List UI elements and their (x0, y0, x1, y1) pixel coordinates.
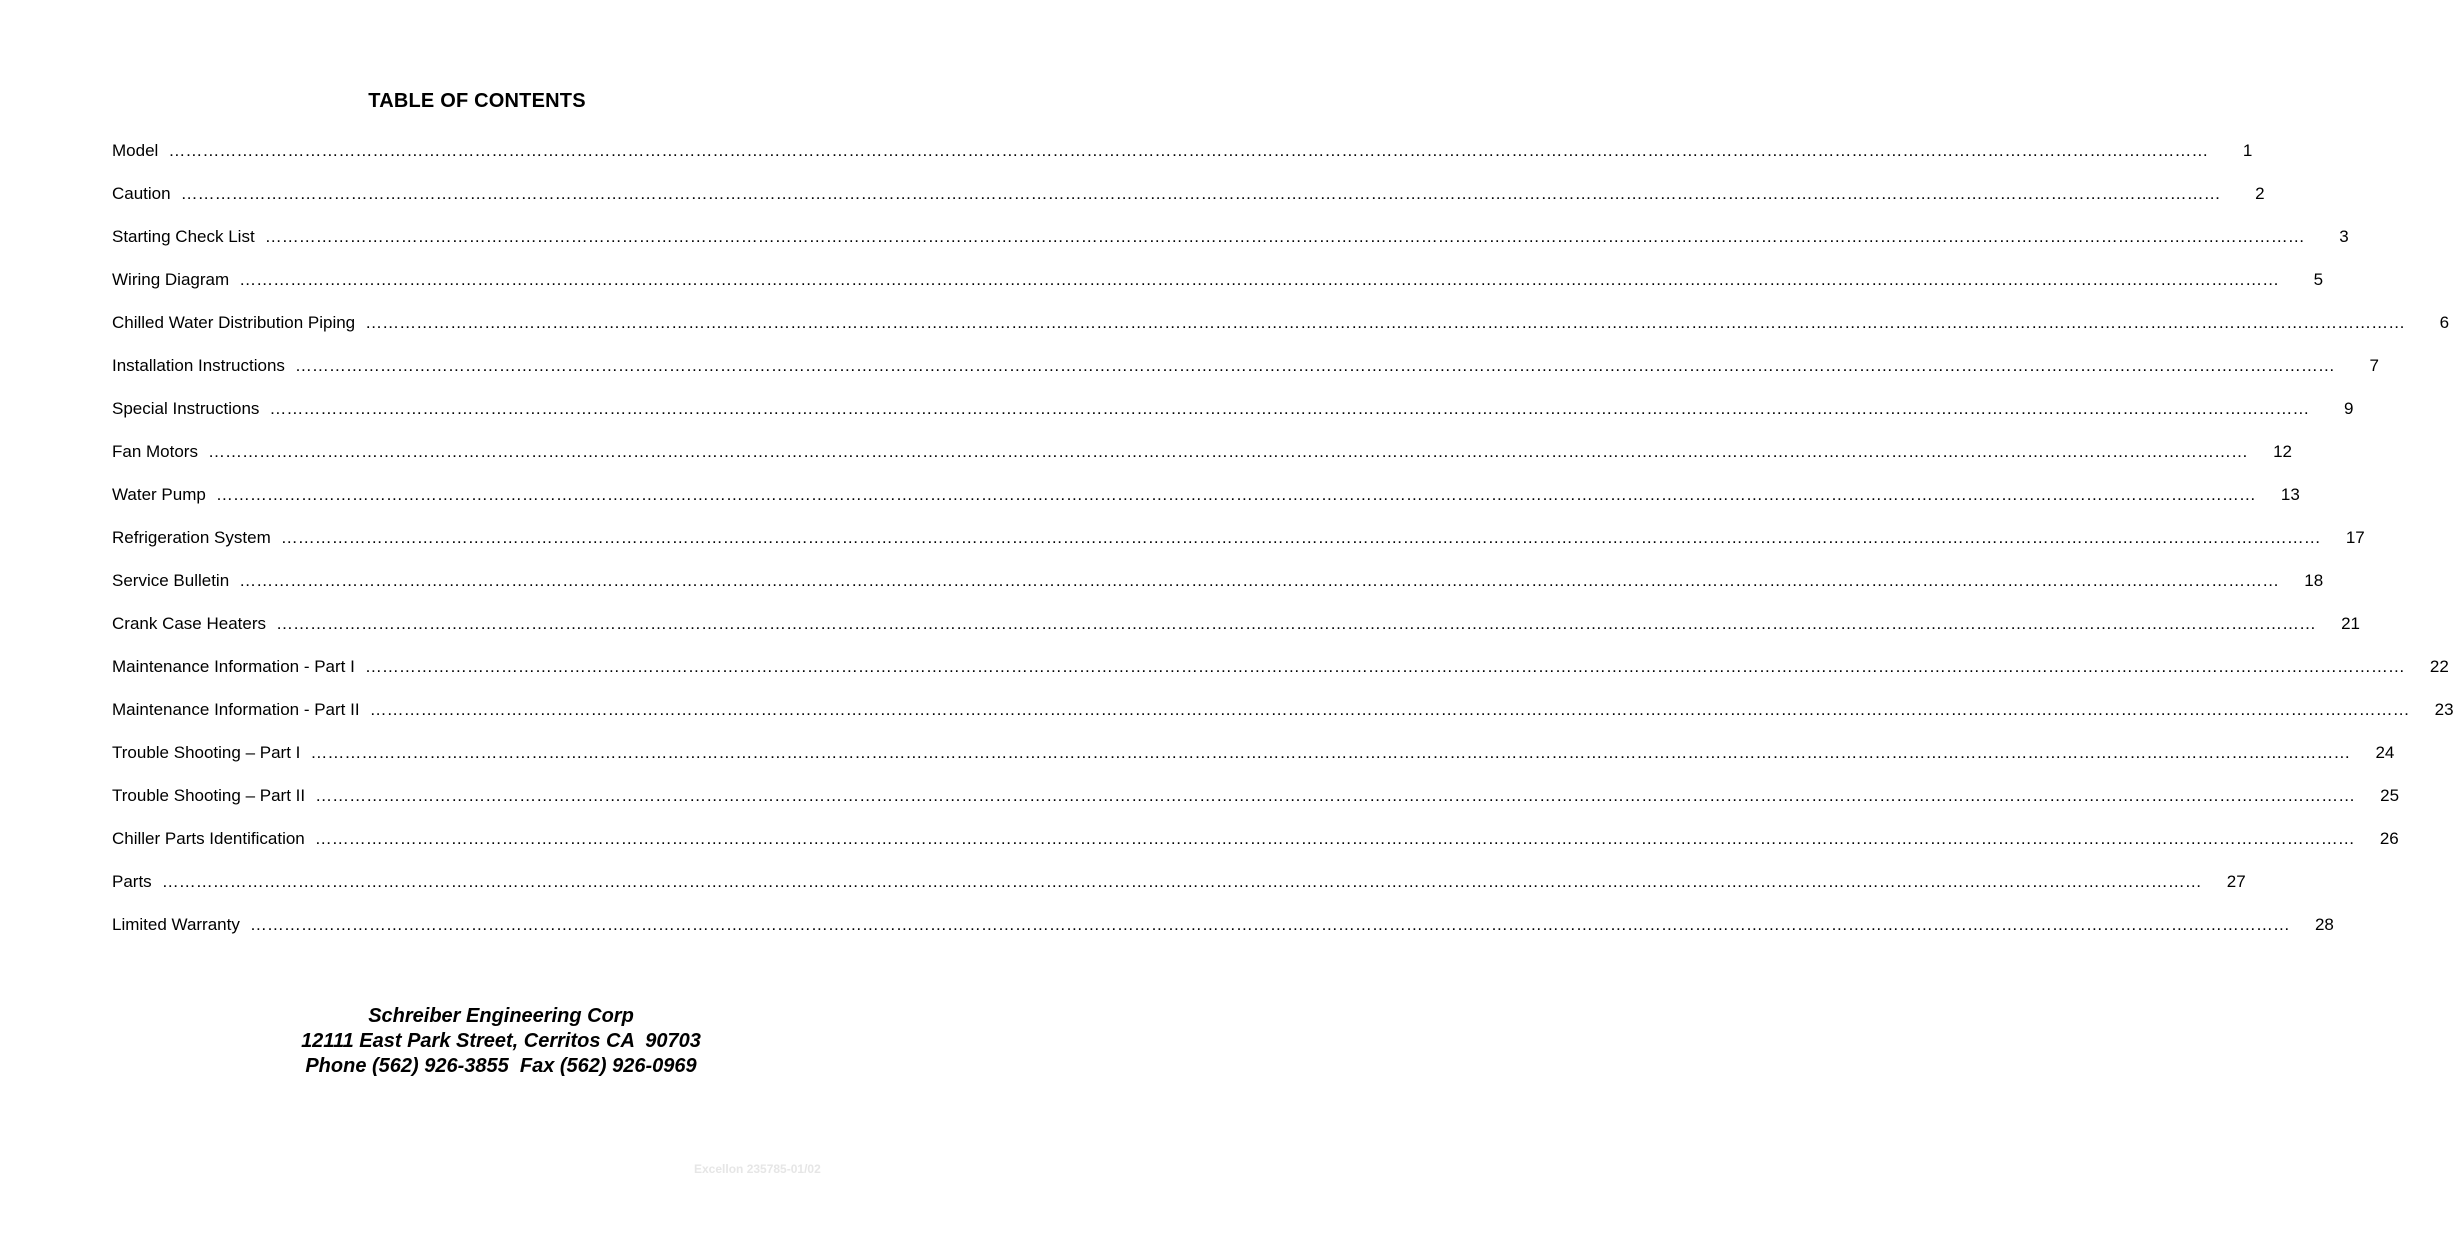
toc-entry-label: Maintenance Information - Part I (112, 657, 355, 676)
toc-entry-page: 1 (2242, 141, 2253, 160)
toc-entry (112, 784, 2400, 827)
toc-leader-dots: ……………………………………………………………………………………………………………………………………………………………………………………………………………………………………………………………………………………………………………………………… (264, 227, 2305, 246)
toc-entry-label: Special Instructions (112, 399, 260, 418)
toc-entry (112, 698, 2454, 741)
toc-entry-page: 7 (2369, 356, 2379, 375)
toc-entry (112, 397, 2354, 440)
toc-entry (112, 655, 2449, 698)
toc-entry (112, 225, 2349, 268)
toc-entry-label: Model (112, 141, 159, 160)
toc-entry-page: 18 (2304, 571, 2324, 590)
toc-entry (112, 827, 2399, 870)
toc-entry-page: 9 (2343, 399, 2354, 418)
toc-entry-label: Caution (112, 184, 171, 203)
company-contact-block (0, 1004, 1002, 1079)
toc-entry-page: 12 (2273, 442, 2292, 461)
company-phone-fax: Phone (562) 926-3855 Fax (562) 926-0969 (305, 1055, 697, 1077)
toc-entry-label: Chilled Water Distribution Piping (112, 313, 356, 332)
toc-leader-dots: ……………………………………………………………………………………………………………………………………………………………………………………………………………………………………………………………………………………………………………………………… (369, 700, 2410, 719)
toc-entry-label: Refrigeration System (112, 528, 271, 547)
table-of-contents (112, 139, 2454, 956)
company-name: Schreiber Engineering Corp (368, 1005, 634, 1027)
toc-entry-page: 6 (2439, 313, 2450, 332)
company-address: 12111 East Park Street, Cerritos CA 90703 (301, 1030, 701, 1052)
toc-entry-label: Limited Warranty (112, 915, 240, 934)
toc-entry-page: 17 (2345, 528, 2365, 547)
toc-leader-dots: ……………………………………………………………………………………………………………………………………………………………………………………………………………………………………………………………………………………………………………………………… (180, 184, 2221, 203)
toc-leader-dots: ……………………………………………………………………………………………………………………………………………………………………………………………………………………………………………………………………………………………………………………………… (207, 442, 2248, 461)
page-title: TABLE OF CONTENTS (368, 90, 586, 112)
toc-entry (112, 741, 2395, 784)
toc-leader-dots: ……………………………………………………………………………………………………………………………………………………………………………………………………………………………………………………………………………………………………………………………… (276, 614, 2317, 633)
toc-entry (112, 913, 2334, 956)
toc-entry (112, 311, 2450, 354)
toc-entry-page: 28 (2314, 915, 2334, 934)
toc-leader-dots: ……………………………………………………………………………………………………………………………………………………………………………………………………………………………………………………………………………………………………………………………… (280, 528, 2321, 547)
toc-entry-label: Chiller Parts Identification (112, 829, 305, 848)
toc-leader-dots: ……………………………………………………………………………………………………………………………………………………………………………………………………………………………………………………………………………………………………………………………… (269, 399, 2310, 418)
toc-entry (112, 139, 2253, 182)
toc-entry-page: 3 (2339, 227, 2349, 246)
toc-entry-label: Parts (112, 872, 152, 891)
toc-leader-dots: ……………………………………………………………………………………………………………………………………………………………………………………………………………………………………………………………………………………………………………………………… (310, 743, 2351, 762)
toc-leader-dots: ……………………………………………………………………………………………………………………………………………………………………………………………………………………………………………………………………………………………………………………………… (161, 872, 2202, 891)
toc-entry-page: 22 (2429, 657, 2449, 676)
toc-entry-page: 13 (2280, 485, 2300, 504)
toc-entry (112, 440, 2292, 483)
toc-leader-dots: ……………………………………………………………………………………………………………………………………………………………………………………………………………………………………………………………………………………………………………………………… (239, 270, 2280, 289)
toc-entry-label: Fan Motors (112, 442, 198, 461)
toc-entry-page: 21 (2341, 614, 2361, 633)
toc-entry-label: Water Pump (112, 485, 206, 504)
toc-entry-label: Maintenance Information - Part II (112, 700, 360, 719)
toc-entry (112, 483, 2300, 526)
toc-leader-dots: ……………………………………………………………………………………………………………………………………………………………………………………………………………………………………………………………………………………………………………………………… (249, 915, 2290, 934)
toc-leader-dots: ……………………………………………………………………………………………………………………………………………………………………………………………………………………………………………………………………………………………………………………………… (315, 786, 2356, 805)
toc-entry-label: Wiring Diagram (112, 270, 230, 289)
toc-entry (112, 569, 2324, 612)
toc-entry-page: 25 (2380, 786, 2400, 805)
toc-leader-dots: ……………………………………………………………………………………………………………………………………………………………………………………………………………………………………………………………………………………………………………………………… (294, 356, 2335, 375)
toc-entry (112, 354, 2379, 397)
toc-entry-label: Installation Instructions (112, 356, 285, 375)
toc-entry-page: 24 (2375, 743, 2395, 762)
toc-leader-dots: ……………………………………………………………………………………………………………………………………………………………………………………………………………………………………………………………………………………………………………………………… (215, 485, 2256, 504)
toc-leader-dots: ……………………………………………………………………………………………………………………………………………………………………………………………………………………………………………………………………………………………………………………………… (364, 657, 2405, 676)
document-code: Excellon 235785-01/02 (694, 1162, 821, 1176)
toc-leader-dots: ……………………………………………………………………………………………………………………………………………………………………………………………………………………………………………………………………………………………………………………………… (168, 141, 2209, 160)
toc-leader-dots: ……………………………………………………………………………………………………………………………………………………………………………………………………………………………………………………………………………………………………………………………… (365, 313, 2406, 332)
toc-entry (112, 870, 2246, 913)
toc-entry-label: Trouble Shooting – Part II (112, 786, 306, 805)
toc-entry-label: Trouble Shooting – Part I (112, 743, 301, 762)
toc-entry-label: Crank Case Heaters (112, 614, 267, 633)
toc-entry-page: 2 (2255, 184, 2265, 203)
toc-entry (112, 268, 2324, 311)
toc-leader-dots: ……………………………………………………………………………………………………………………………………………………………………………………………………………………………………………………………………………………………………………………………… (239, 571, 2280, 590)
toc-entry-label: Service Bulletin (112, 571, 230, 590)
toc-entry (112, 182, 2265, 225)
toc-entry-page: 5 (2313, 270, 2324, 289)
toc-entry-label: Starting Check List (112, 227, 255, 246)
toc-entry-page: 23 (2434, 700, 2454, 719)
toc-entry (112, 612, 2361, 655)
toc-entry (112, 526, 2365, 569)
toc-leader-dots: ……………………………………………………………………………………………………………………………………………………………………………………………………………………………………………………………………………………………………………………………… (314, 829, 2355, 848)
toc-entry-page: 26 (2379, 829, 2399, 848)
toc-entry-page: 27 (2226, 872, 2246, 891)
